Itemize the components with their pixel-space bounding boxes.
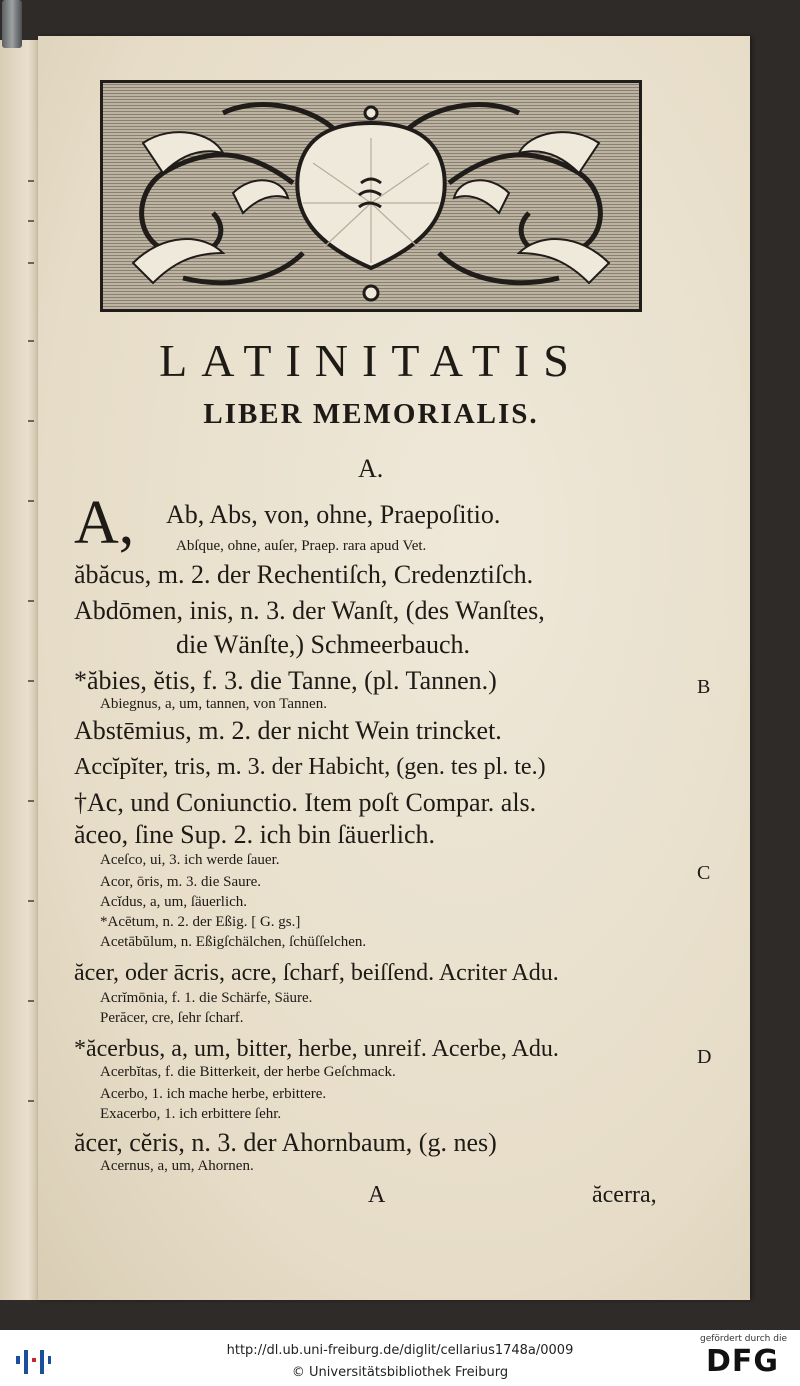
dictionary-entry-continuation: die Wänſte,) Schmeerbauch. — [176, 630, 471, 659]
signature-mark: A — [368, 1182, 386, 1208]
dictionary-subentry: Acrĭmōnia, f. 1. die Schärfe, Säure. — [100, 990, 313, 1006]
book-subtitle: LIBER MEMORIALIS. — [203, 398, 539, 430]
dictionary-entry: Abstēmius, m. 2. der nicht Wein trincket. — [74, 716, 502, 745]
left-page-edge — [0, 40, 41, 1300]
catchword: ăcerra, — [592, 1182, 657, 1208]
dictionary-subentry: Acetābŭlum, n. Eßigſchälchen, ſchüſſelchen. — [100, 934, 367, 950]
book-clip — [2, 0, 22, 48]
copyright-notice: © Universitätsbibliothek Freiburg — [291, 1365, 509, 1380]
dictionary-entry: ăcer, oder ācris, acre, ſcharf, beiſſend. Acriter Adu. — [74, 960, 559, 986]
dictionary-subentry: Acerbo, 1. ich mache herbe, erbittere. — [100, 1086, 327, 1102]
headpiece-ornament-icon — [103, 83, 639, 309]
dictionary-entry: Accĭpĭter, tris, m. 3. der Habicht, (gen. tes pl. te.) — [74, 754, 546, 780]
margin-letter-d: D — [697, 1046, 712, 1068]
dictionary-subentry: Acor, ōris, m. 3. die Saure. — [100, 874, 262, 890]
university-library-logo-icon — [12, 1340, 52, 1380]
dictionary-subentry: *Acētum, n. 2. der Eßig. [ G. gs.] — [100, 914, 301, 930]
dfg-caption: gefördert durch die — [700, 1334, 787, 1344]
book-title: LATINITATIS — [159, 335, 583, 386]
decorative-headpiece — [100, 80, 642, 312]
source-url-link[interactable]: http://dl.ub.uni-freiburg.de/diglit/cellarius1748a/0009 — [226, 1343, 574, 1358]
viewer-footer — [0, 1330, 800, 1386]
dictionary-entry: ăceo, ſine Sup. 2. ich bin ſäuerlich. — [74, 820, 436, 849]
dictionary-entry: Ab, Abs, von, ohne, Praepoſitio. — [166, 500, 501, 529]
dictionary-entry: †Ac, und Coniunctio. Item poſt Compar. als. — [74, 788, 537, 817]
dictionary-entry: ăcer, cĕris, n. 3. der Ahornbaum, (g. nes) — [74, 1128, 497, 1157]
dictionary-entry: Abdōmen, inis, n. 3. der Wanſt, (des Wanſtes, — [74, 596, 545, 625]
section-heading: A. — [358, 454, 384, 483]
dfg-logo[interactable]: DFG — [706, 1344, 780, 1379]
dictionary-subentry: Acerbĭtas, f. die Bitterkeit, der herbe Geſchmack. — [100, 1064, 396, 1080]
dictionary-subentry: Abſque, ohne, auſer, Praep. rara apud Vet. — [176, 538, 427, 554]
dictionary-subentry: Acĭdus, a, um, ſäuerlich. — [100, 894, 248, 910]
dictionary-subentry: Acernus, a, um, Ahornen. — [100, 1158, 254, 1174]
drop-cap: A, — [74, 489, 135, 557]
dictionary-subentry: Abiegnus, a, um, tannen, von Tannen. — [100, 696, 327, 712]
dictionary-subentry: Exacerbo, 1. ich erbittere ſehr. — [100, 1106, 282, 1122]
dictionary-entry: ăbăcus, m. 2. der Rechentiſch, Credenztiſch. — [74, 560, 534, 589]
margin-letter-c: C — [697, 862, 711, 884]
dictionary-subentry: Aceſco, ui, 3. ich werde ſauer. — [100, 852, 280, 868]
dictionary-entry: *ăbies, ĕtis, f. 3. die Tanne, (pl. Tannen.) — [74, 666, 497, 695]
dictionary-entry: *ăcerbus, a, um, bitter, herbe, unreif. Acerbe, Adu. — [74, 1036, 559, 1062]
margin-letter-b: B — [697, 676, 711, 698]
dictionary-subentry: Perăcer, cre, ſehr ſcharf. — [100, 1010, 244, 1026]
